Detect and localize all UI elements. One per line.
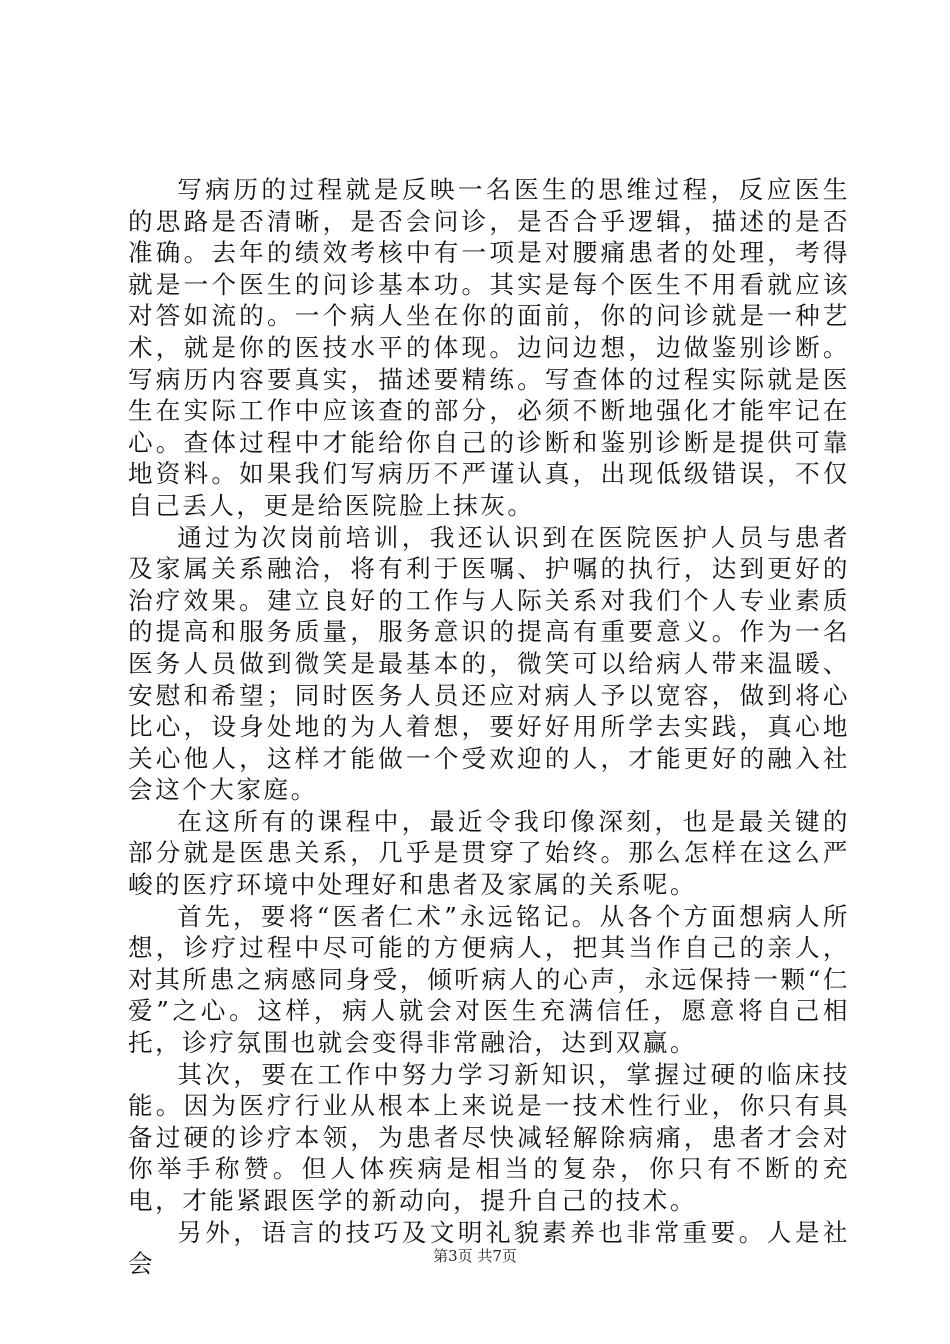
paragraph-6: 另外，语言的技巧及文明礼貌素养也非常重要。人是社会 xyxy=(128,1217,850,1279)
paragraph-1: 写病历的过程就是反映一名医生的思维过程，反应医生的思路是否清晰，是否会问诊，是否合乎逻辑，描述的是否准确。去年的绩效考核中有一项是对腰痛患者的处理，考得就是一个医生的问诊基本功。其实是每个医生不用看就应该对答如流的。一个病人坐在你的面前，你的问诊就是一种艺术，就是你的医技水平的体现。边问边想，边做鉴别诊断。写病历内容要真实，描述要精练。写查体的过程实际就是医生在实际工作中应该查的部分，必须不断地强化才能牢记在心。查体过程中才能给你自己的诊断和鉴别诊断是提供可靠地资料。如果我们写病历不严谨认真，出现低级错误，不仅自己丢人，更是给医院脸上抹灰。 xyxy=(128,175,850,520)
paragraph-3: 在这所有的课程中，最近令我印像深刻，也是最关键的部分就是医患关系，几乎是贯穿了始终。那么怎样在这么严峻的医疗环境中处理好和患者及家属的关系呢。 xyxy=(128,806,850,900)
paragraph-5: 其次，要在工作中努力学习新知识，掌握过硬的临床技能。因为医疗行业从根本上来说是一技术性行业，你只有具备过硬的诊疗本领，为患者尽快减轻解除病痛，患者才会对你举手称赞。但人体疾病是相当的复杂，你只有不断的充电，才能紧跟医学的新动向，提升自己的技术。 xyxy=(128,1059,850,1215)
paragraph-4: 首先，要将“医者仁术”永远铭记。从各个方面想病人所想，诊疗过程中尽可能的方便病人，把其当作自己的亲人，对其所患之病感同身受，倾听病人的心声，永远保持一颗“仁爱”之心。这样，病人就会对医生充满信任，愿意将自己相托，诊疗氛围也就会变得非常融洽，达到双赢。 xyxy=(128,901,850,1058)
document-body xyxy=(128,174,850,1280)
paragraph-2: 通过为次岗前培训，我还认识到在医院医护人员与患者及家属关系融洽，将有利于医嘱、护嘱的执行，达到更好的治疗效果。建立良好的工作与人际关系对我们个人专业素质的提高和服务质量，服务意识的提高有重要意义。作为一名医务人员做到微笑是最基本的，微笑可以给病人带来温暖、安慰和希望；同时医务人员还应对病人予以宽容，做到将心比心，设身处地的为人着想，要好好用所学去实践，真心地关心他人，这样才能做一个受欢迎的人，才能更好的融入社会这个大家庭。 xyxy=(128,522,850,805)
page-number-footer: 第3页 共7页 xyxy=(433,1247,517,1265)
